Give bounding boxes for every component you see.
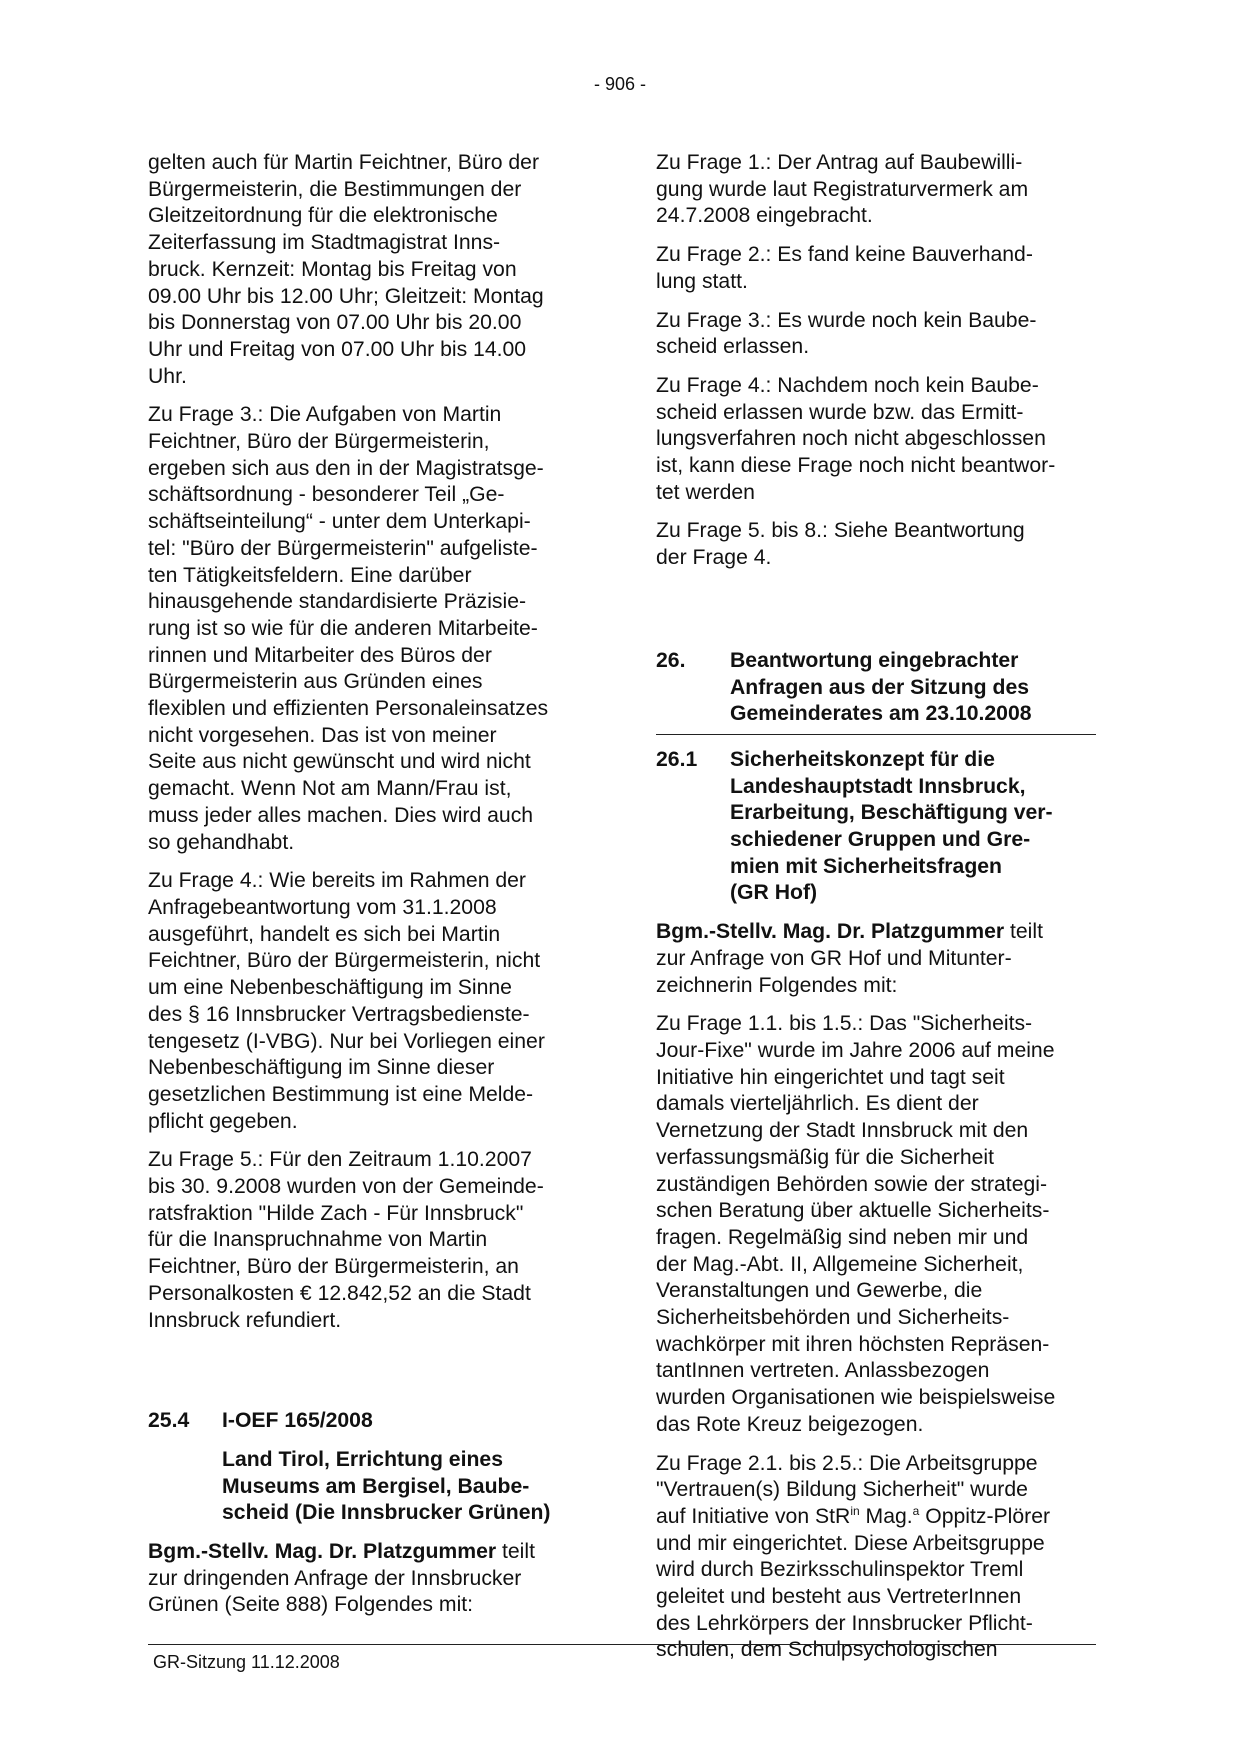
speaker-intro-right [656, 919, 1096, 999]
section-heading-26 [656, 648, 1096, 728]
superscript: in [850, 1503, 860, 1518]
answer-question-5-8: Zu Frage 5. bis 8.: Siehe Beantwortung der Frage 4. [656, 519, 1025, 570]
paragraph-question-3: Zu Frage 3.: Die Aufgaben von Martin Feichtner, Büro der Bürgermeisterin, ergeben sich aus den in der Magistratsge- schäftsordnung - besonderer Teil „Ge- schäftseinteilung“ - unter dem Unterkapi- tel: "Büro der Bürgermeisterin" aufgeliste- ten Tätigkeitsfeldern. Eine darüber hinausgehende standardisierte Präzisie- rung ist so wie für die anderen Mitarbeite- rinnen und Mitarbeiter des Büros der Bürgermeisterin aus Gründen eines flexiblen und effizienten Personaleinsatzes nicht vorgesehen. Das ist von meiner Seite aus nicht gewünscht und wird nicht gemacht. Wenn Not am Mann/Frau ist, muss jeder alles machen. Dies wird auch so gehandhabt. [148, 403, 549, 854]
answer-question-2-1 [656, 1451, 1096, 1665]
superscript: a [912, 1503, 920, 1518]
paragraph-work-hours: gelten auch für Martin Feichtner, Büro der Bürgermeisterin, die Bestimmungen der Gleitzeitordnung für die elektronische Zeiterfassung im Stadtmagistrat Inns- bruck. Kernzeit: Montag bis Freitag von 09.00 Uhr bis 12.00 Uhr; Gleitzeit: Montag bis Donnerstag von 07.00 Uhr bis 20.00 Uhr und Freitag von 07.00 Uhr bis 14.00 Uhr. [148, 151, 544, 388]
speaker-name: Bgm.-Stellv. Mag. Dr. Platzgummer [656, 920, 1005, 944]
speaker-name: Bgm.-Stellv. Mag. Dr. Platzgummer [148, 1540, 497, 1564]
answer-text-part: Oppitz-Plörer und mir eingerichtet. Diese Arbeitsgruppe wird durch Bezirksschulinspektor Treml geleitet und besteht aus VertreterInnen des Lehrkörpers der Innsbrucker Pflicht- schulen, dem Schulpsychologischen [656, 1504, 1051, 1662]
paragraph-question-5: Zu Frage 5.: Für den Zeitraum 1.10.2007 bis 30. 9.2008 wurden von der Gemeinde- ratsfraktion "Hilde Zach - Für Innsbruck" für die Inanspruchnahme von Martin Feichtner, Büro der Bürgermeisterin, an Personalkosten € 12.842,52 an die Stadt Innsbruck refundiert. [148, 1148, 544, 1332]
footer-divider [148, 1644, 1096, 1645]
left-column [148, 150, 588, 1631]
section-title-bergisel: Land Tirol, Errichtung eines Museums am Bergisel, Baube- scheid (Die Innsbrucker Grünen) [222, 1447, 551, 1525]
answer-question-3: Zu Frage 3.: Es wurde noch kein Baube- scheid erlassen. [656, 308, 1037, 359]
answer-question-2: Zu Frage 2.: Es fand keine Bauverhand- lung statt. [656, 243, 1033, 293]
section-number: 26.1 [656, 747, 698, 771]
right-column [656, 150, 1096, 1676]
section-heading-25-4 [148, 1408, 588, 1435]
paragraph-question-4: Zu Frage 4.: Wie bereits im Rahmen der Anfragebeantwortung vom 31.1.2008 ausgeführt, handelt es sich bei Martin Feichtner, Büro der Bürgermeisterin, nicht um eine Nebenbeschäftigung im Sinne des § 16 Innsbrucker Vertragsbedienste- tengesetz (I-VBG). Nur bei Vorliegen einer Nebenbeschäftigung im Sinne dieser gesetzlichen Bestimmung ist eine Melde- pflicht gegeben. [148, 869, 545, 1133]
section-number: 25.4 [148, 1409, 190, 1433]
section-title: Beantwortung eingebrachter Anfragen aus der Sitzung des Gemeinderates am 23.10.2008 [730, 648, 1032, 726]
answer-question-1: Zu Frage 1.: Der Antrag auf Baubewilli- gung wurde laut Registraturvermerk am 24.7.2008 eingebracht. [656, 151, 1029, 228]
answer-text-part: Mag. [859, 1504, 913, 1528]
answer-question-4: Zu Frage 4.: Nachdem noch kein Baube- scheid erlassen wurde bzw. das Ermitt- lungsverfahren noch nicht abgeschlossen ist, kann diese Frage noch nicht beantwor- tet werden [656, 373, 1056, 504]
speaker-intro-left [148, 1539, 588, 1619]
section-heading-26-1 [656, 747, 1096, 907]
speaker-intro-text: teilt zur dringenden Anfrage der Innsbrucker Grünen (Seite 888) Folgendes mit: [148, 1540, 535, 1617]
section-number: 26. [656, 648, 686, 672]
footer-session-date: GR-Sitzung 11.12.2008 [153, 1652, 340, 1672]
answer-question-1-1: Zu Frage 1.1. bis 1.5.: Das "Sicherheits- Jour-Fixe" wurde im Jahre 2006 auf meine Initiative hin eingerichtet und tagt seit damals vierteljährlich. Es dient der Vernetzung der Stadt Innsbruck mit den verfassungsmäßig für die Sicherheit zuständigen Behörden sowie der strategi- schen Beratung über aktuelle Sicherheits- fragen. Regelmäßig sind neben mir und der Mag.-Abt. II, Allgemeine Sicherheit, Veranstaltungen und Gewerbe, die Sicherheitsbehörden und Sicherheits- wachkörper mit ihren höchsten Repräsen- tantInnen vertreten. Anlassbezogen wurden Organisationen wie beispielsweise das Rote Kreuz beigezogen. [656, 1012, 1056, 1436]
section-title: Sicherheitskonzept für die Landeshauptstadt Innsbruck, Erarbeitung, Beschäftigung ver- schiedener Gruppen und Gre- mien mit Sicherheitsfragen (GR Hof) [730, 747, 1053, 905]
answer-text-part: Zu Frage 2.1. bis 2.5.: Die Arbeitsgruppe "Vertrauen(s) Bildung Sicherheit" wurde auf Initiative von StR [656, 1451, 1038, 1528]
speaker-intro-text: teilt zur Anfrage von GR Hof und Mitunter- zeichnerin Folgendes mit: [656, 920, 1043, 997]
section-divider [656, 734, 1096, 735]
section-code: I-OEF 165/2008 [222, 1409, 373, 1433]
page-number: - 906 - [593, 74, 647, 94]
